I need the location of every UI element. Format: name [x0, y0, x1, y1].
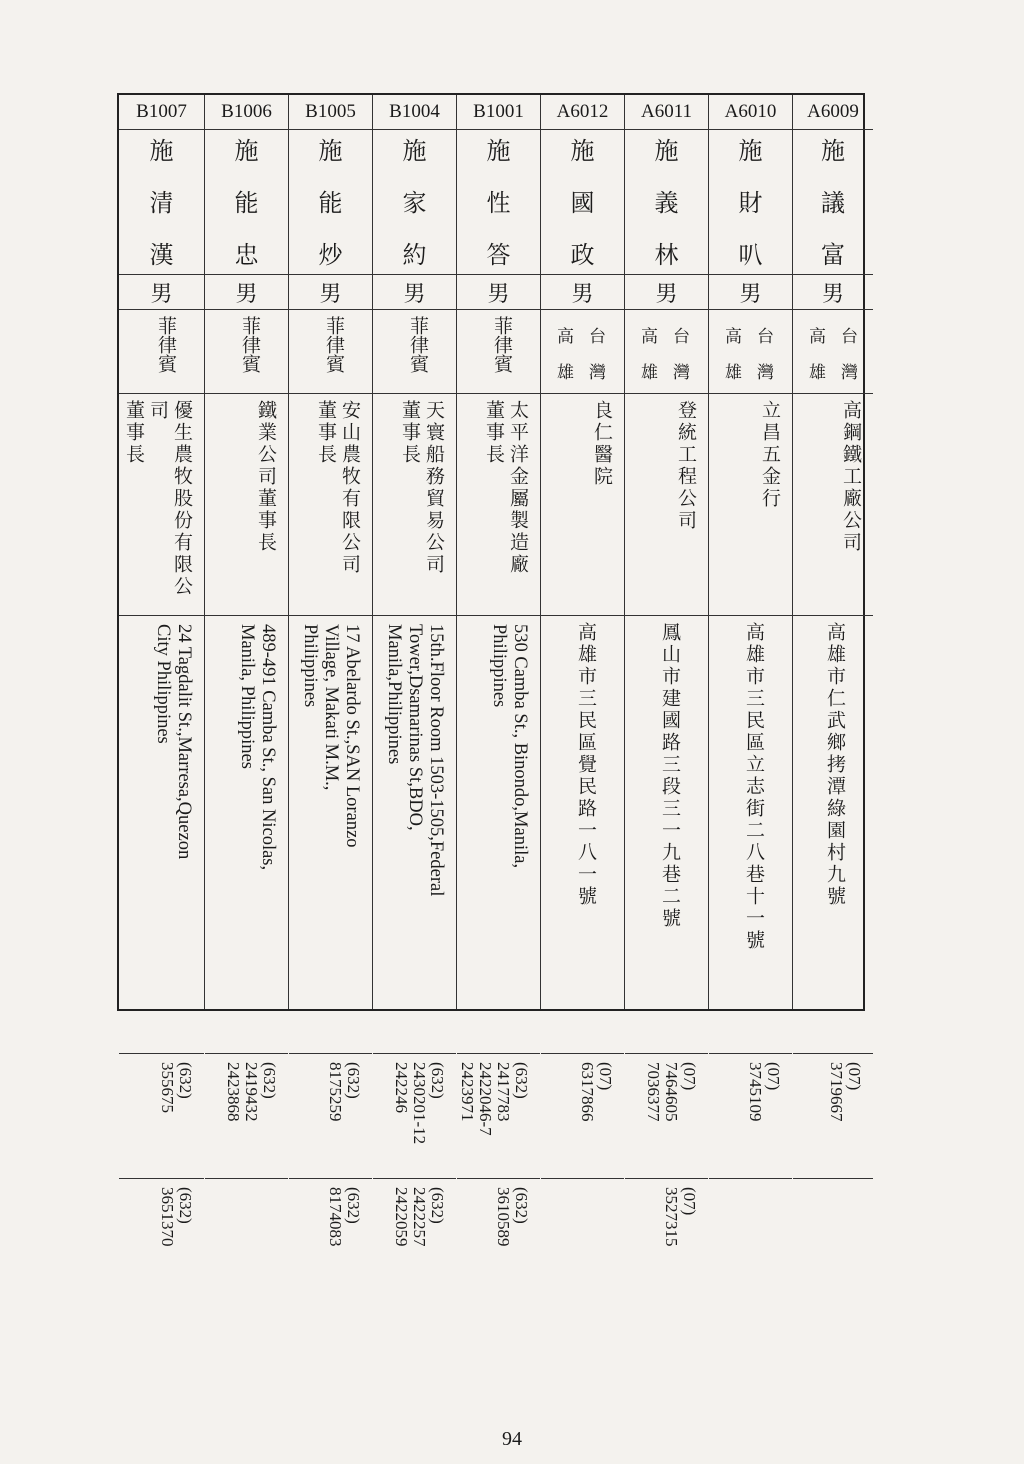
address [373, 615, 456, 1053]
nationality-char: 灣 [589, 363, 606, 383]
table-column [792, 95, 873, 1122]
name-char: 施 [234, 137, 259, 165]
gender: 男 [289, 274, 372, 309]
phone-1 [119, 1053, 204, 1178]
phone-2 [541, 1178, 624, 1313]
table-column [288, 95, 372, 1247]
address [793, 615, 873, 1053]
address-text: 15th.Floor Room 1503-1505,Federal Tower,Dsamarinas St,BDO, Manila,Philippines [384, 624, 446, 897]
address [205, 615, 288, 1053]
company-text: 太平洋金屬製造廠 董事長 [483, 400, 529, 576]
address [625, 615, 708, 1053]
phone-2 [373, 1178, 456, 1313]
member-name-cell [205, 129, 288, 274]
nationality-char: 高 [557, 327, 574, 347]
nationality: 菲律賓 [239, 316, 261, 373]
phone-2 [289, 1178, 372, 1313]
name-char: 清 [149, 189, 174, 217]
member-code: B1006 [221, 101, 272, 122]
table-column [204, 95, 288, 1122]
member-name-cell [625, 129, 708, 274]
name-char: 性 [486, 189, 511, 217]
phone-1 [205, 1053, 288, 1178]
phone-1 [289, 1053, 372, 1178]
table-column [540, 95, 624, 1122]
phone-text: (632) 2430201-12 242246 [392, 1062, 447, 1145]
phone-2 [709, 1178, 792, 1313]
name-char: 漢 [149, 241, 174, 269]
company-text: 立昌五金行 [759, 400, 781, 510]
phone-text: (07) 6317866 [578, 1062, 615, 1122]
name-char: 家 [402, 189, 427, 217]
gender: 男 [373, 274, 456, 309]
page-number: 94 [502, 1428, 522, 1450]
name-char: 施 [149, 137, 174, 165]
member-name-cell [793, 129, 873, 274]
phone-2 [793, 1178, 873, 1313]
phone-text: (632) 2419432 2423868 [224, 1062, 279, 1122]
company [793, 393, 873, 615]
nationality-char: 雄 [557, 363, 574, 383]
phone-text: (07) 3745109 [746, 1062, 783, 1122]
address-text: 24 Tagdalit St.,Marresa,Quezon City Philippines [153, 624, 194, 860]
name-char: 答 [486, 241, 511, 269]
name-char: 叭 [738, 241, 763, 269]
member-code: B1001 [473, 101, 524, 122]
company [625, 393, 708, 615]
member-code: A6010 [724, 101, 777, 122]
member-name-cell [709, 129, 792, 274]
nationality-char: 灣 [673, 363, 690, 383]
member-name-cell [541, 129, 624, 274]
nationality: 菲律賓 [155, 316, 177, 373]
name-char: 施 [318, 137, 343, 165]
member-table [117, 93, 865, 1247]
company-text: 登統工程公司 [675, 400, 697, 532]
name-char: 施 [486, 137, 511, 165]
nationality-cell [793, 309, 873, 393]
phone-2 [625, 1178, 708, 1313]
phone-text: (632) 355675 [158, 1062, 195, 1113]
nationality-cell [457, 309, 540, 393]
company-text: 高鋼鐵工廠公司 [840, 400, 862, 554]
gender: 男 [205, 274, 288, 309]
phone-2 [457, 1178, 540, 1313]
nationality-char: 高 [809, 327, 826, 347]
phone-text: (632) 2417783 2422046-7 2423971 [458, 1062, 531, 1136]
phone-text: (632) 3610589 [494, 1187, 531, 1247]
name-char: 施 [821, 137, 845, 165]
name-char: 義 [654, 189, 679, 217]
name-char: 能 [318, 189, 343, 217]
phone-1 [709, 1053, 792, 1178]
table-column [372, 95, 456, 1247]
name-char: 約 [402, 241, 427, 269]
name-char: 炒 [318, 241, 343, 269]
nationality-cell [625, 309, 708, 393]
phone-text: (632) 8175259 [326, 1062, 363, 1122]
company-text: 鐵業公司董事長 [255, 400, 277, 554]
nationality: 菲律賓 [407, 316, 429, 373]
company [373, 393, 456, 615]
address-text: 高雄市三民區覺民路一八一號 [575, 622, 597, 908]
company [541, 393, 624, 615]
phone-1 [457, 1053, 540, 1178]
phone-text: (07) 3719667 [827, 1062, 864, 1122]
nationality-cell [709, 309, 792, 393]
company-text: 優生農牧股份有限公 司 董事長 [123, 400, 193, 598]
company [289, 393, 372, 615]
name-char: 議 [821, 189, 845, 217]
gender: 男 [541, 274, 624, 309]
company-text: 良仁醫院 [591, 400, 613, 488]
nationality-char: 灣 [841, 363, 858, 383]
gender: 男 [119, 274, 204, 309]
name-char: 施 [654, 137, 679, 165]
phone-1 [541, 1053, 624, 1178]
phone-1 [625, 1053, 708, 1178]
address [457, 615, 540, 1053]
name-char: 能 [234, 189, 259, 217]
phone-text: (632) 8174083 [326, 1187, 363, 1247]
name-char: 政 [570, 241, 595, 269]
nationality-char: 雄 [809, 363, 826, 383]
gender: 男 [793, 274, 873, 309]
table-column [708, 95, 792, 1122]
nationality: 菲律賓 [323, 316, 345, 373]
nationality-cell [541, 309, 624, 393]
member-code: A6012 [556, 101, 609, 122]
nationality-char: 台 [673, 327, 690, 347]
address-text: 高雄市三民區立志街二八巷十一號 [743, 622, 765, 952]
phone-2 [205, 1178, 288, 1313]
name-char: 忠 [234, 241, 259, 269]
address-text: 530 Camba St., Binondo,Manila, Philippines [489, 624, 530, 869]
nationality-cell [289, 309, 372, 393]
member-code: A6009 [807, 101, 859, 122]
company [709, 393, 792, 615]
address-text: 17 Abelardo St.,SAN Loranzo Village, Makati M.M., Philippines [300, 624, 362, 848]
member-name-cell [119, 129, 204, 274]
phone-text: (632) 3651370 [158, 1187, 195, 1247]
member-name-cell [457, 129, 540, 274]
phone-text: (07) 3527315 [662, 1187, 699, 1247]
name-char: 施 [570, 137, 595, 165]
name-char: 施 [402, 137, 427, 165]
nationality-char: 雄 [725, 363, 742, 383]
phone-text: (632) 2422257 2422059 [392, 1187, 447, 1247]
nationality-cell [205, 309, 288, 393]
name-char: 林 [654, 241, 679, 269]
address [541, 615, 624, 1053]
company [457, 393, 540, 615]
address [289, 615, 372, 1053]
address [709, 615, 792, 1053]
member-name-cell [289, 129, 372, 274]
member-code: A6011 [640, 101, 693, 122]
address [119, 615, 204, 1053]
table-column [119, 95, 204, 1247]
gender: 男 [709, 274, 792, 309]
nationality-char: 台 [841, 327, 858, 347]
phone-1 [793, 1053, 873, 1178]
company [119, 393, 204, 615]
company [205, 393, 288, 615]
nationality-char: 灣 [757, 363, 774, 383]
nationality-char: 台 [757, 327, 774, 347]
name-char: 國 [570, 189, 595, 217]
company-text: 天寰船務貿易公司 董事長 [399, 400, 445, 576]
table-column [456, 95, 540, 1247]
nationality: 菲律賓 [491, 316, 513, 373]
table-column [624, 95, 708, 1247]
name-char: 財 [738, 189, 763, 217]
member-code: B1007 [136, 101, 187, 122]
phone-text: (07) 7464605 7036377 [644, 1062, 699, 1122]
nationality-cell [119, 309, 204, 393]
name-char: 施 [738, 137, 763, 165]
nationality-char: 高 [725, 327, 742, 347]
member-name-cell [373, 129, 456, 274]
name-char: 富 [821, 241, 845, 269]
member-code: B1005 [305, 101, 356, 122]
phone-1 [373, 1053, 456, 1178]
member-code: B1004 [389, 101, 440, 122]
nationality-char: 高 [641, 327, 658, 347]
address-text: 高雄市仁武鄉拷潭綠園村九號 [824, 622, 846, 908]
gender: 男 [457, 274, 540, 309]
address-text: 489-491 Camba St., San Nicolas, Manila, Philippines [237, 624, 278, 871]
phone-2 [119, 1178, 204, 1313]
nationality-cell [373, 309, 456, 393]
nationality-char: 台 [589, 327, 606, 347]
company-text: 安山農牧有限公司 董事長 [315, 400, 361, 576]
nationality-char: 雄 [641, 363, 658, 383]
address-text: 鳳山市建國路三段三一九巷二號 [659, 622, 681, 930]
gender: 男 [625, 274, 708, 309]
